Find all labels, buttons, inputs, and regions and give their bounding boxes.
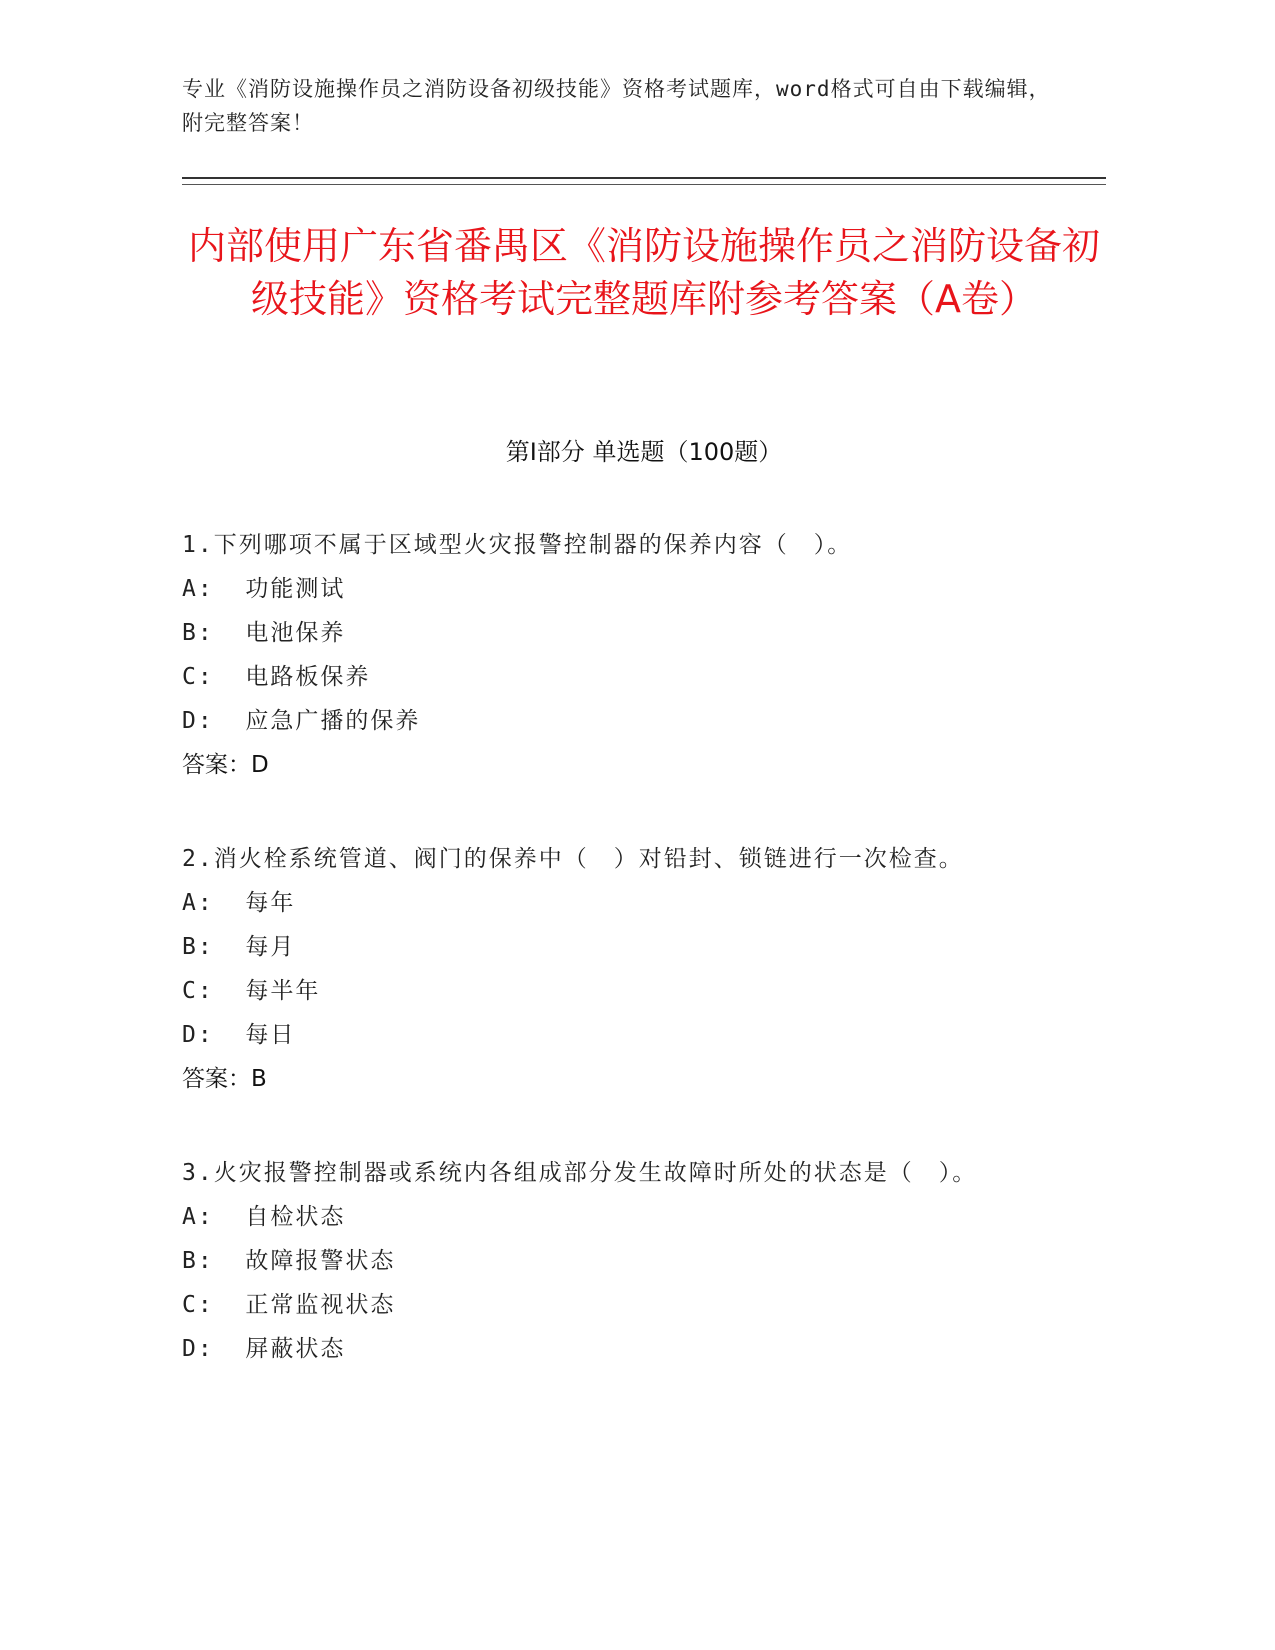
option-d: D: 应急广播的保养 [182,708,421,734]
question-1 [182,523,1062,787]
question-stem: 1.下列哪项不属于区域型火灾报警控制器的保养内容（ ）。 [182,532,853,558]
option-c: C: 电路板保养 [182,664,371,690]
question-2 [182,837,1062,1101]
option-c: C: 每半年 [182,978,321,1004]
option-b: B: 每月 [182,934,296,960]
option-c: C: 正常监视状态 [182,1292,396,1318]
header-divider-thin [182,184,1106,185]
document-title: 内部使用广东省番禺区《消防设施操作员之消防设备初级技能》资格考试完整题库附参考答案（A卷） [187,224,1100,321]
option-b: B: 电池保养 [182,620,346,646]
option-a: A: 自检状态 [182,1204,346,1230]
question-3 [182,1151,1062,1371]
header-note: 专业《消防设施操作员之消防设备初级技能》资格考试题库，word格式可自由下载编辑，附完整答案！ [182,77,1051,135]
question-list [182,523,1062,1421]
option-a: A: 功能测试 [182,576,346,602]
question-stem: 2.消火栓系统管道、阀门的保养中（ ）对铅封、锁链进行一次检查。 [182,846,964,872]
section-title: 第I部分 单选题（100题） [505,438,783,466]
option-d: D: 屏蔽状态 [182,1336,346,1362]
question-stem: 3.火灾报警控制器或系统内各组成部分发生故障时所处的状态是（ ）。 [182,1160,978,1186]
header-divider-thick [182,177,1106,179]
answer: 答案：B [182,1066,267,1092]
option-b: B: 故障报警状态 [182,1248,396,1274]
answer: 答案：D [182,752,269,778]
option-a: A: 每年 [182,890,296,916]
option-d: D: 每日 [182,1022,296,1048]
